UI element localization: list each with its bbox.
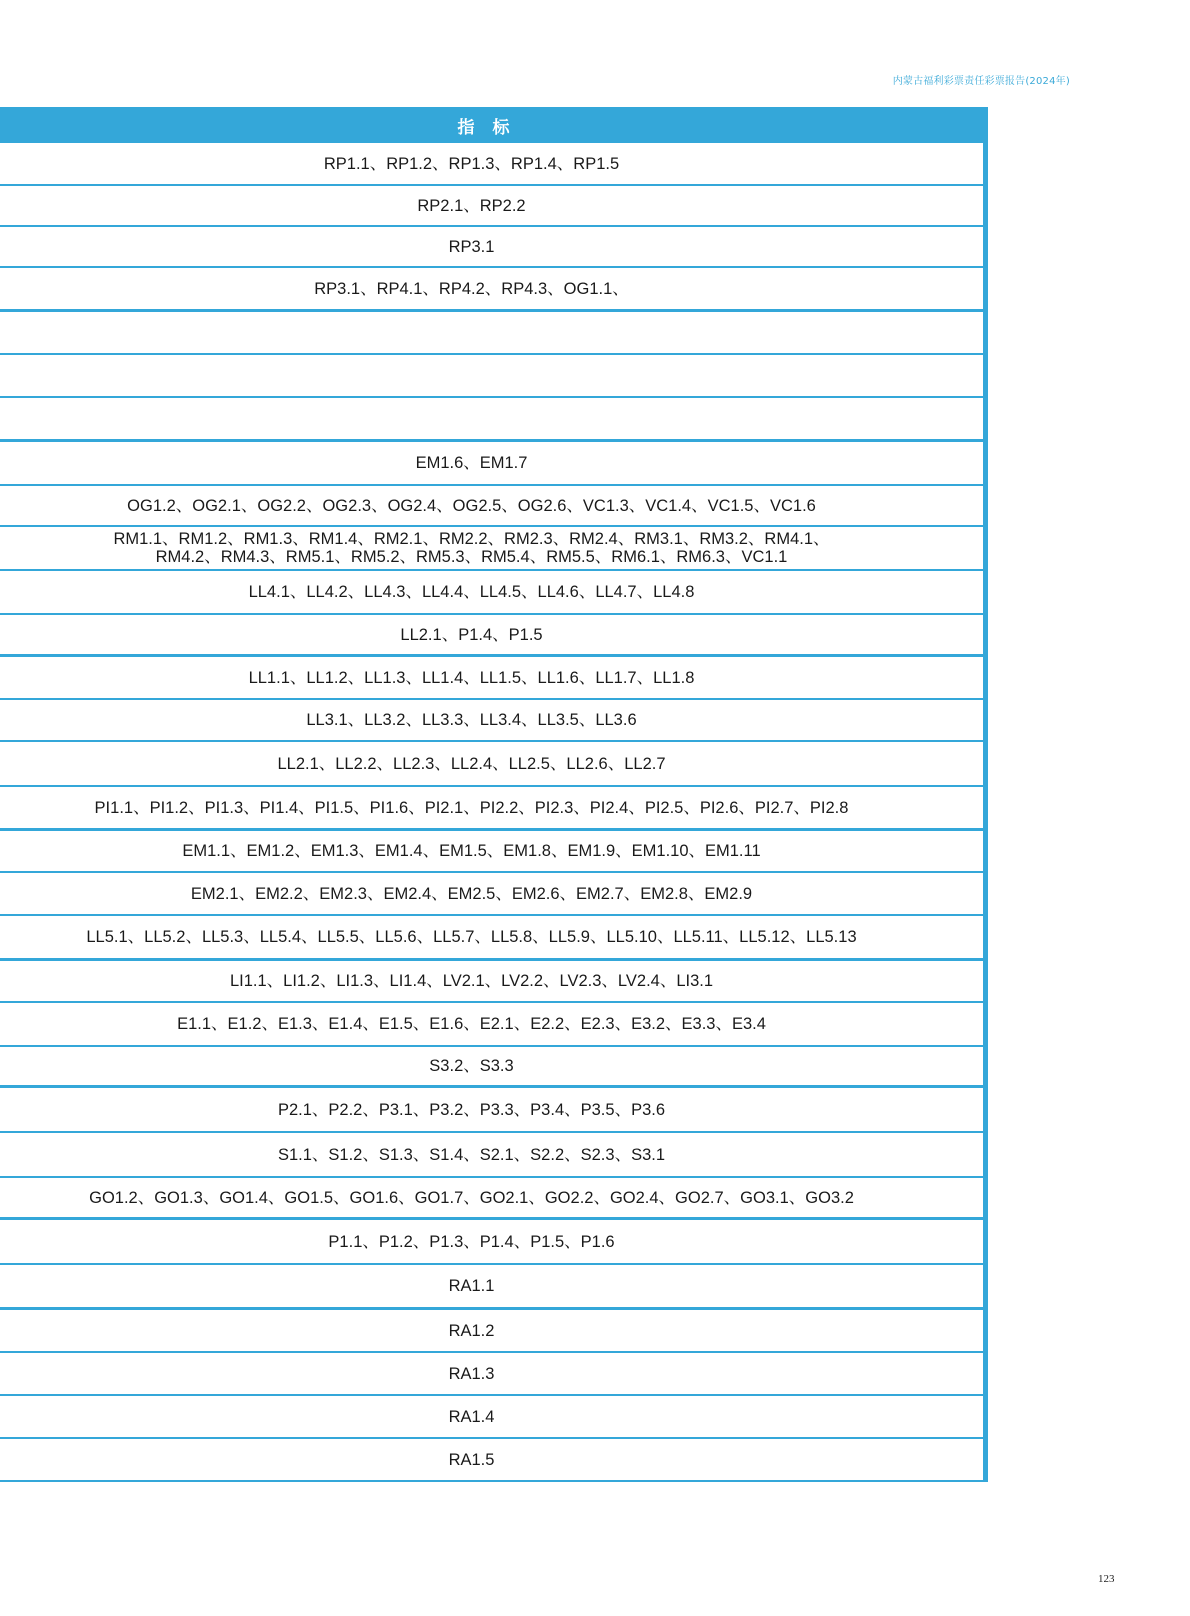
- table-row: EM2.1、EM2.2、EM2.3、EM2.4、EM2.5、EM2.6、EM2.7、EM2.8、EM2.9: [0, 873, 983, 916]
- table-row: RA1.2: [0, 1310, 983, 1353]
- table-row: RA1.3: [0, 1353, 983, 1396]
- table-row: RP3.1: [0, 227, 983, 268]
- table-row: S3.2、S3.3: [0, 1047, 983, 1088]
- table-row: P2.1、P2.2、P3.1、P3.2、P3.3、P3.4、P3.5、P3.6: [0, 1088, 983, 1133]
- table-row: EM1.6、EM1.7: [0, 442, 983, 486]
- table-row: EM1.1、EM1.2、EM1.3、EM1.4、EM1.5、EM1.8、EM1.9、EM1.10、EM1.11: [0, 831, 983, 873]
- table-row: OG1.2、OG2.1、OG2.2、OG2.3、OG2.4、OG2.5、OG2.6、VC1.3、VC1.4、VC1.5、VC1.6: [0, 486, 983, 527]
- table-row: [0, 312, 983, 355]
- table-row: RA1.1: [0, 1265, 983, 1310]
- table-row: RP1.1、RP1.2、RP1.3、RP1.4、RP1.5: [0, 143, 983, 186]
- table-row: [0, 355, 983, 398]
- table-row: LL4.1、LL4.2、LL4.3、LL4.4、LL4.5、LL4.6、LL4.7、LL4.8: [0, 571, 983, 615]
- report-title: 内蒙古福利彩票责任彩票报告(2024年): [892, 76, 1070, 87]
- table-row: PI1.1、PI1.2、PI1.3、PI1.4、PI1.5、PI1.6、PI2.1、PI2.2、PI2.3、PI2.4、PI2.5、PI2.6、PI2.7、PI2.8: [0, 787, 983, 831]
- indicator-table: [0, 107, 988, 1482]
- table-row: LL5.1、LL5.2、LL5.3、LL5.4、LL5.5、LL5.6、LL5.7、LL5.8、LL5.9、LL5.10、LL5.11、LL5.12、LL5.13: [0, 916, 983, 961]
- table-row: LL3.1、LL3.2、LL3.3、LL3.4、LL3.5、LL3.6: [0, 700, 983, 742]
- table-row: RA1.5: [0, 1439, 983, 1482]
- table-row: GO1.2、GO1.3、GO1.4、GO1.5、GO1.6、GO1.7、GO2.1、GO2.2、GO2.4、GO2.7、GO3.1、GO3.2: [0, 1178, 983, 1220]
- table-body: [0, 143, 983, 1482]
- table-row: RP3.1、RP4.1、RP4.2、RP4.3、OG1.1、: [0, 268, 983, 312]
- table-row: LL2.1、LL2.2、LL2.3、LL2.4、LL2.5、LL2.6、LL2.7: [0, 742, 983, 787]
- table-row: LL1.1、LL1.2、LL1.3、LL1.4、LL1.5、LL1.6、LL1.7、LL1.8: [0, 657, 983, 700]
- table-row: E1.1、E1.2、E1.3、E1.4、E1.5、E1.6、E2.1、E2.2、E2.3、E3.2、E3.3、E3.4: [0, 1003, 983, 1047]
- table-row: RP2.1、RP2.2: [0, 186, 983, 227]
- table-row: RM1.1、RM1.2、RM1.3、RM1.4、RM2.1、RM2.2、RM2.3、RM2.4、RM3.1、RM3.2、RM4.1、 RM4.2、RM4.3、RM5.1、RM5.2、RM5.3、RM5.4、RM5.5、RM6.1、RM6.3、VC1.1: [0, 527, 983, 571]
- page-number: 123: [1098, 1573, 1115, 1585]
- table-row: RA1.4: [0, 1396, 983, 1439]
- table-row: LL2.1、P1.4、P1.5: [0, 615, 983, 657]
- column-header-indicator: 指 标: [0, 107, 983, 143]
- table-row: [0, 398, 983, 442]
- table-row: P1.1、P1.2、P1.3、P1.4、P1.5、P1.6: [0, 1220, 983, 1265]
- table-row: LI1.1、LI1.2、LI1.3、LI1.4、LV2.1、LV2.2、LV2.3、LV2.4、LI3.1: [0, 961, 983, 1003]
- table-row: S1.1、S1.2、S1.3、S1.4、S2.1、S2.2、S2.3、S3.1: [0, 1133, 983, 1178]
